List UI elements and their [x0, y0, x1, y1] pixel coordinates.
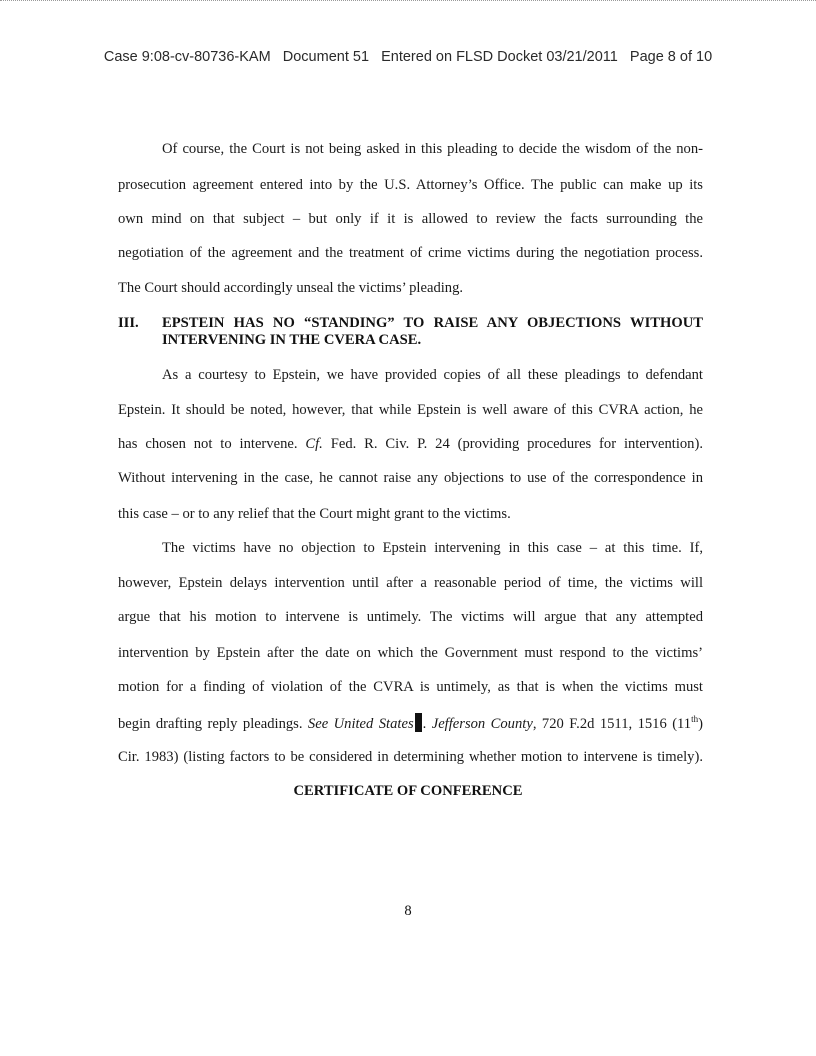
superscript: th: [691, 714, 699, 724]
text-line: intervention by Epstein after the date on which the Government must respond to the victims’: [118, 645, 703, 661]
certificate-heading: CERTIFICATE OF CONFERENCE: [293, 783, 523, 799]
text-line: however, Epstein delays intervention until after a reasonable period of time, the victims will: [118, 575, 703, 591]
section-number: III.: [118, 315, 139, 331]
scan-artifact-top: [0, 0, 816, 7]
text-line: The victims have no objection to Epstein intervening in this case – at this time. If,: [162, 540, 703, 556]
citation-signal: Cf.: [305, 436, 323, 452]
text-span: has chosen not to intervene.: [118, 436, 306, 452]
text-line: negotiation of the agreement and the treatment of crime victims during the negotiation process.: [118, 245, 703, 261]
case-name: Jefferson County: [431, 716, 533, 732]
text-line: [118, 436, 703, 453]
text-line: Without intervening in the case, he cannot raise any objections to use of the correspondence in: [118, 470, 703, 486]
text-line: Cir. 1983) (listing factors to be considered in determining whether motion to intervene is timely).: [118, 749, 703, 765]
text-line: motion for a finding of violation of the CVRA is untimely, as that is when the victims must: [118, 679, 703, 695]
text-line: argue that his motion to intervene is untimely. The victims will argue that any attempted: [118, 609, 703, 625]
section-title-line: EPSTEIN HAS NO “STANDING” TO RAISE ANY OBJECTIONS WITHOUT: [162, 315, 703, 331]
text-line: As a courtesy to Epstein, we have provided copies of all these pleadings to defendant: [162, 367, 703, 383]
citation-signal: See United States: [307, 716, 414, 732]
text-line: begin drafting reply pleadings. See United States . Jefferson County, 720 F.2d 1511, 1516 (11th): [118, 714, 703, 732]
text-line: The Court should accordingly unseal the victims’ pleading.: [118, 280, 464, 296]
text-span: begin drafting reply pleadings.: [118, 716, 308, 732]
text-line: prosecution agreement entered into by the U.S. Attorney’s Office. The public can make up its: [118, 177, 703, 193]
page-number: 8: [404, 903, 412, 919]
docket-header: Case 9:08-cv-80736-KAM Document 51 Entered on FLSD Docket 03/21/2011 Page 8 of 10: [103, 49, 713, 65]
section-title-line: INTERVENING IN THE CVERA CASE.: [162, 332, 422, 348]
text-line: own mind on that subject – but only if it is allowed to review the facts surrounding the: [118, 211, 703, 227]
text-line: Epstein. It should be noted, however, that while Epstein is well aware of this CVRA action, he: [118, 402, 703, 418]
text-line: this case – or to any relief that the Court might grant to the victims.: [118, 506, 511, 522]
text-span: , 720 F.2d 1511, 1516 (11: [532, 716, 692, 732]
text-span: Fed. R. Civ. P. 24 (providing procedures for intervention).: [322, 436, 703, 452]
text-line: Of course, the Court is not being asked in this pleading to decide the wisdom of the non-: [162, 141, 703, 157]
text-span: .: [422, 716, 432, 732]
redaction-mark: [415, 713, 422, 732]
